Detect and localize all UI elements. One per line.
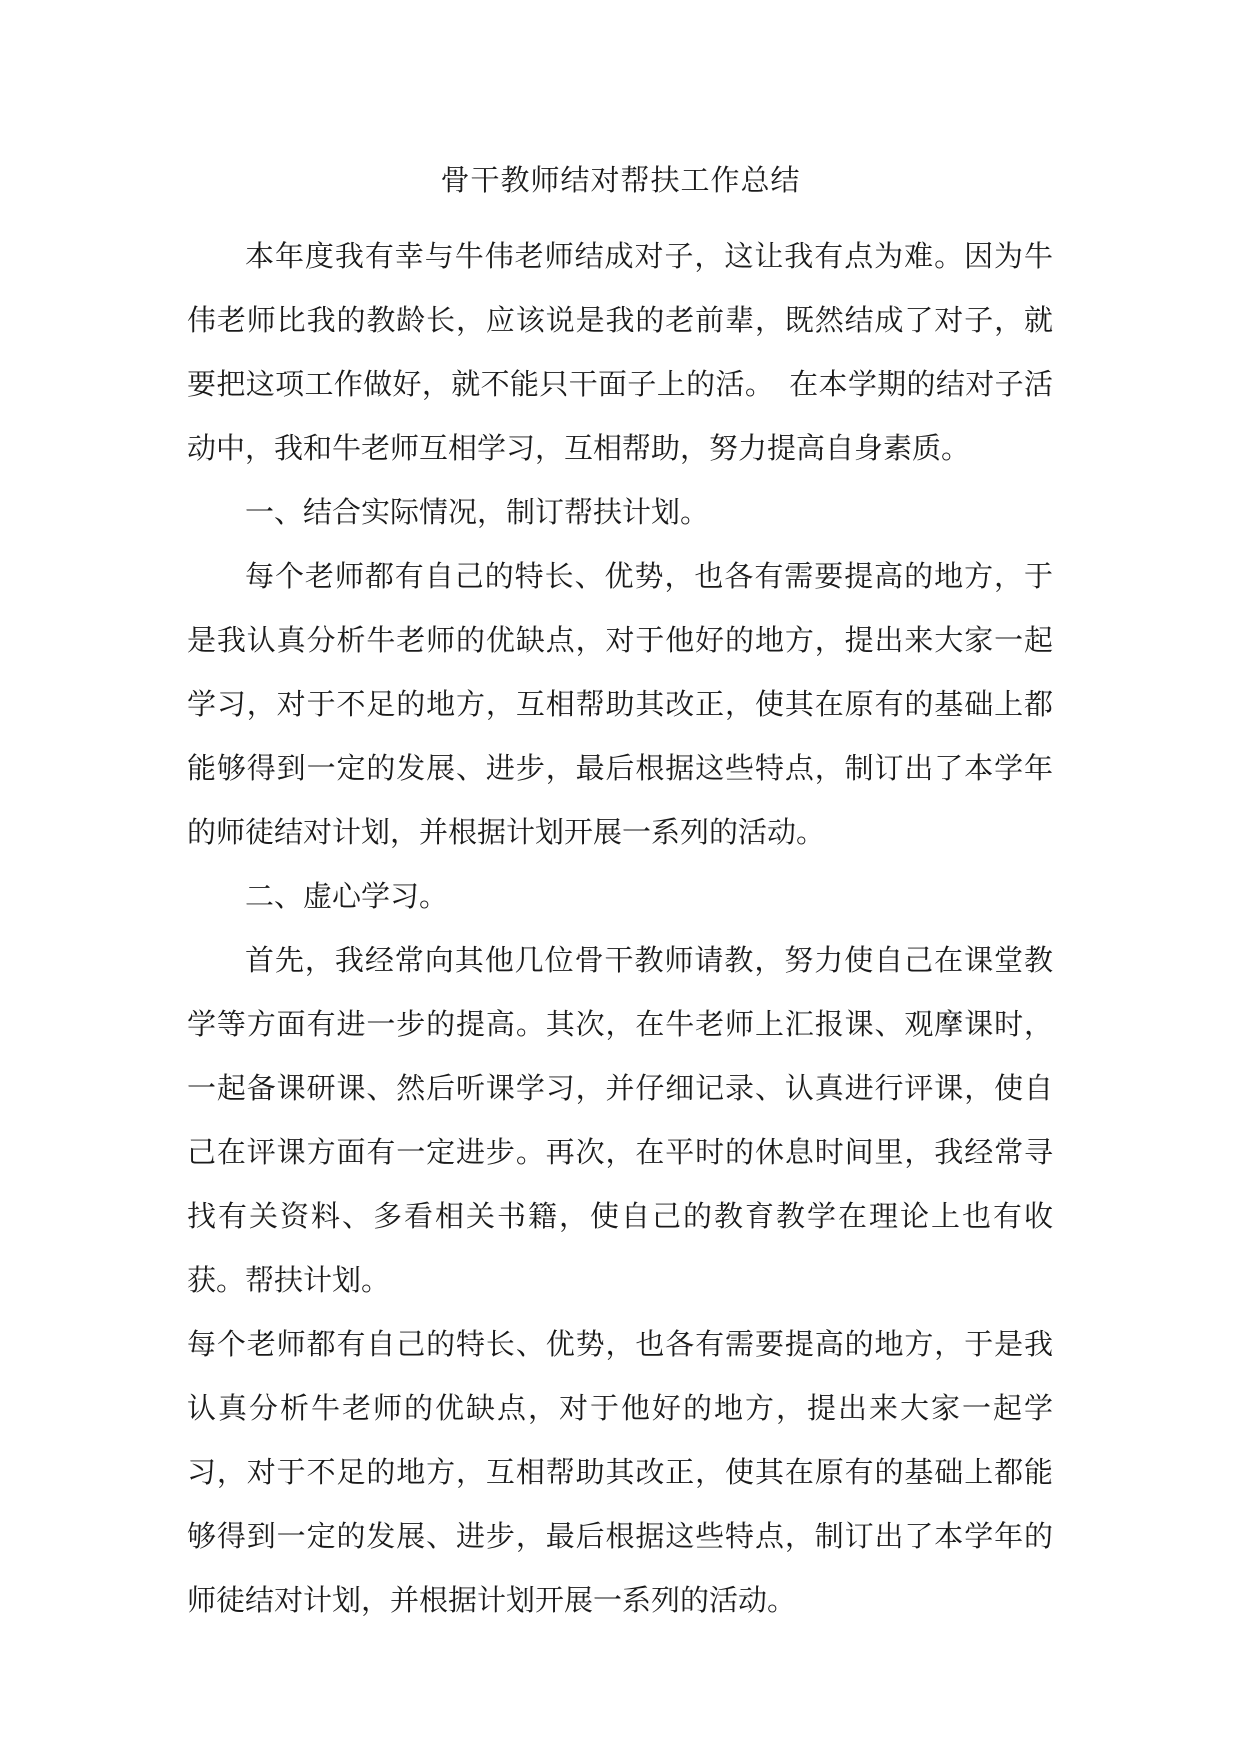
section-heading-2: 二、虚心学习。: [245, 879, 449, 913]
document-body: [187, 224, 1053, 1632]
paragraph-learning: 首先，我经常向其他几位骨干教师请教，努力使自己在课堂教学等方面有进一步的提高。其次，在牛老师上汇报课、观摩课时，一起备课研课、然后听课学习，并仔细记录、认真进行评课，使自己在评课方面有一定进步。再次，在平时的休息时间里，我经常寻找有关资料、多看相关书籍，使自己的教育教学在理论上也有收获。帮扶计划。: [187, 943, 1053, 1297]
document-title: 骨干教师结对帮扶工作总结: [440, 163, 801, 197]
section-heading-1: 一、结合实际情况，制订帮扶计划。: [245, 495, 710, 529]
paragraph-intro: 本年度我有幸与牛伟老师结成对子，这让我有点为难。因为牛伟老师比我的教龄长，应该说是我的老前辈，既然结成了对子，就要把这项工作做好，就不能只干面子上的活。 在本学期的结对子活动中，我和牛老师互相学习，互相帮助，努力提高自身素质。: [187, 239, 1053, 465]
paragraph-repeat-plan: 每个老师都有自己的特长、优势，也各有需要提高的地方，于是我认真分析牛老师的优缺点，对于他好的地方，提出来大家一起学习，对于不足的地方，互相帮助其改正，使其在原有的基础上都能够得到一定的发展、进步，最后根据这些特点，制订出了本学年的师徒结对计划，并根据计划开展一系列的活动。: [187, 1327, 1053, 1617]
paragraph-plan: 每个老师都有自己的特长、优势，也各有需要提高的地方，于是我认真分析牛老师的优缺点，对于他好的地方，提出来大家一起学习，对于不足的地方，互相帮助其改正，使其在原有的基础上都能够得到一定的发展、进步，最后根据这些特点，制订出了本学年的师徒结对计划，并根据计划开展一系列的活动。: [187, 559, 1053, 849]
